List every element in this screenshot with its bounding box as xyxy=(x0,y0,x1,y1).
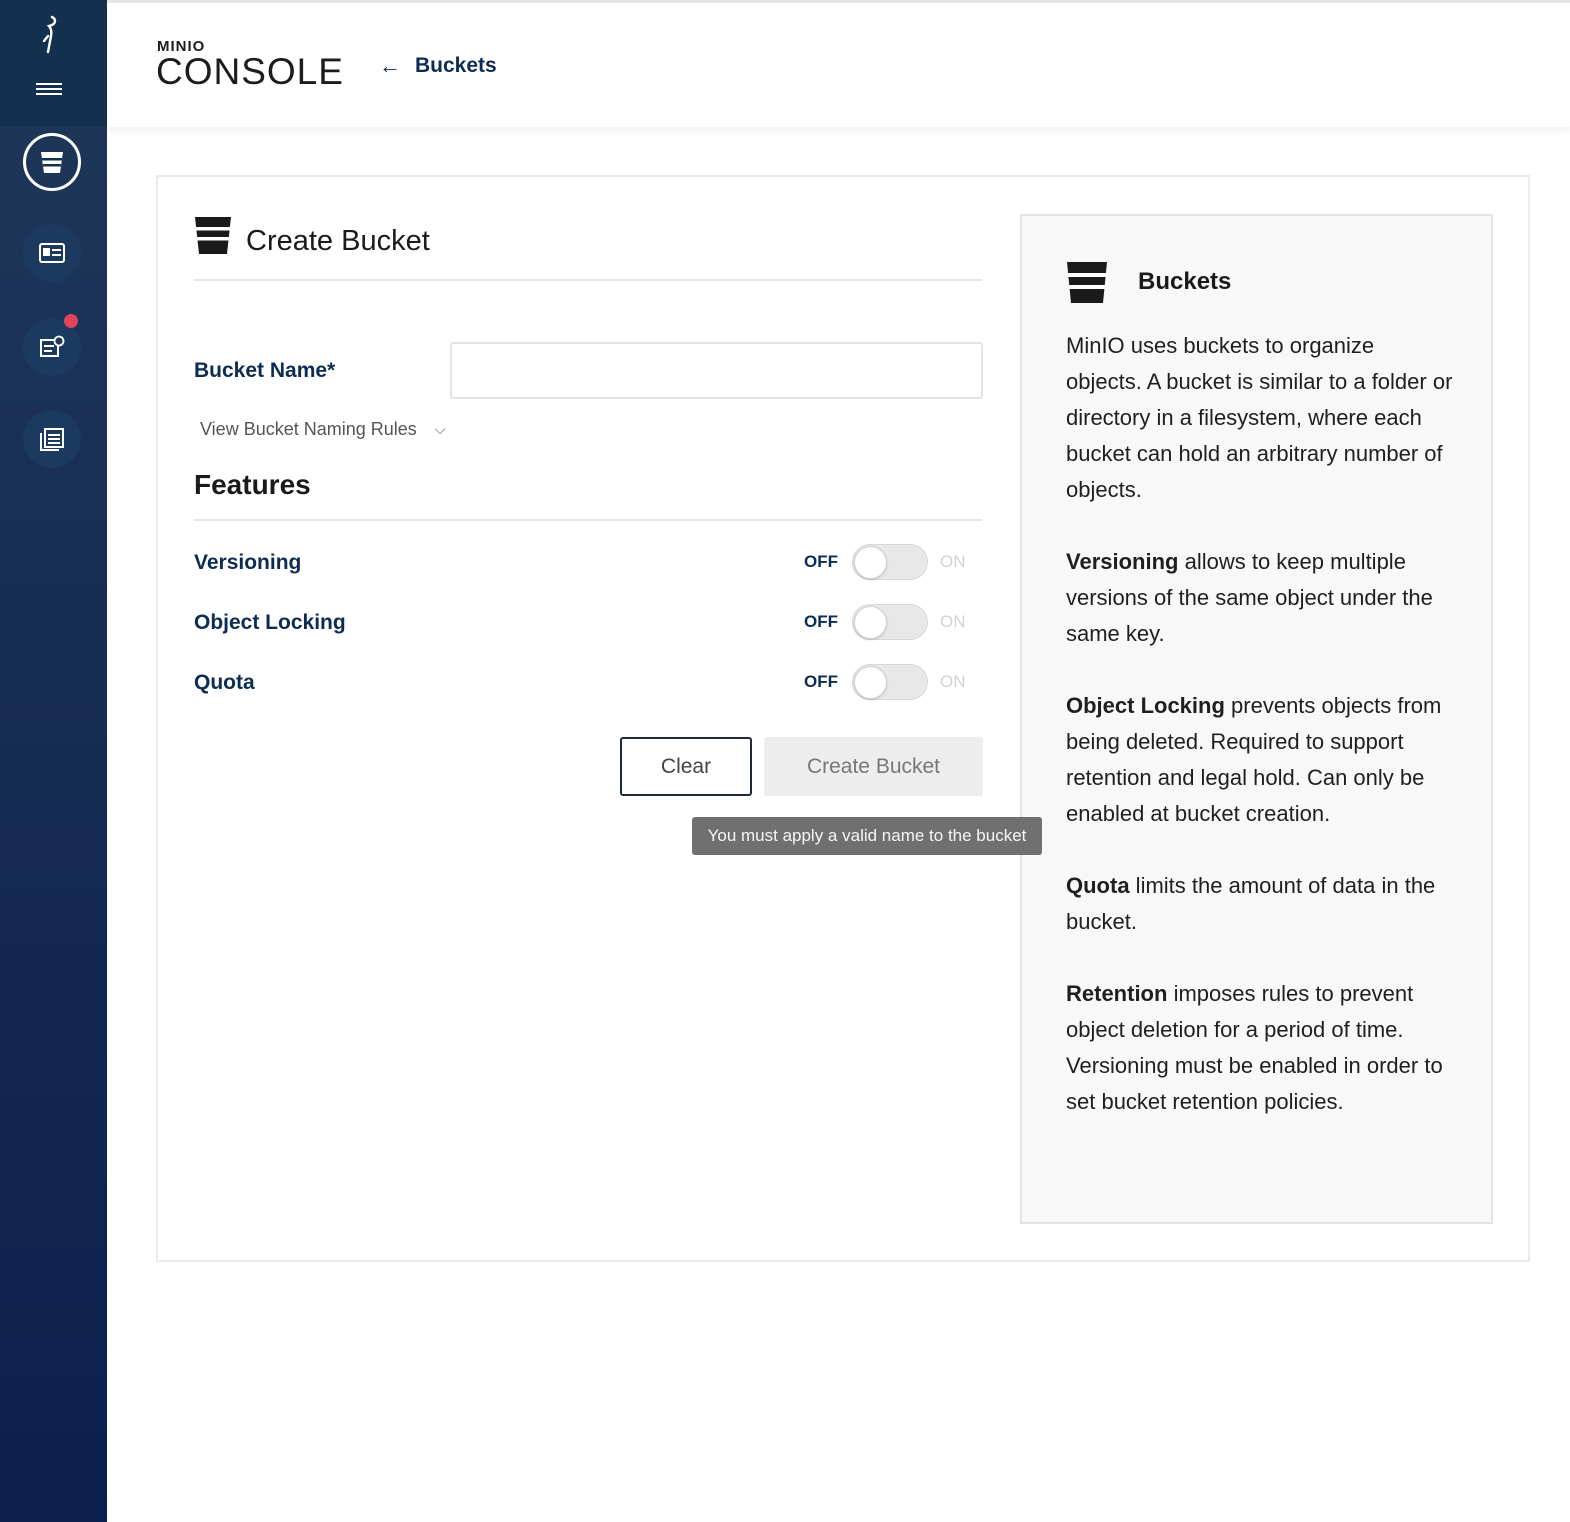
bucket-icon xyxy=(1066,260,1108,304)
switch-knob xyxy=(854,546,887,579)
help-intro: MinIO uses buckets to organize objects. A bucket is similar to a folder or directory in a filesystem, where each bucket can hold an arbitrary number of objects. xyxy=(1066,333,1453,502)
help-header xyxy=(1066,260,1231,304)
create-bucket-button[interactable]: Create Bucket xyxy=(764,737,983,796)
bucket-name-label: Bucket Name* xyxy=(194,359,336,382)
quota-off-label: OFF xyxy=(804,672,838,691)
brand-logo-top: MINIO xyxy=(157,38,206,55)
help-term: Versioning xyxy=(1066,549,1179,574)
back-arrow-icon: ← xyxy=(379,53,401,78)
versioning-off-label: OFF xyxy=(804,552,838,571)
quota-switch[interactable] xyxy=(852,664,928,700)
help-text: allows to keep multiple versions of the same object under the same key. xyxy=(1066,549,1433,646)
page-title: Create Bucket xyxy=(246,225,430,257)
bucket-icon xyxy=(194,215,232,255)
quota-label: Quota xyxy=(194,671,255,694)
help-quota xyxy=(1066,868,1456,940)
help-title: Buckets xyxy=(1138,268,1232,295)
versioning-switch[interactable] xyxy=(852,544,928,580)
validation-tooltip: You must apply a valid name to the bucket xyxy=(692,817,1042,855)
quota-on-label: ON xyxy=(940,672,966,691)
switch-knob xyxy=(854,606,887,639)
brand-logo-main: CONSOLE xyxy=(156,51,344,92)
versioning-toggle-group xyxy=(804,544,966,580)
notification-dot xyxy=(64,314,78,328)
identity-card-icon xyxy=(39,242,65,264)
features-heading: Features xyxy=(194,465,982,521)
minio-logo-icon[interactable] xyxy=(34,14,68,54)
help-versioning xyxy=(1066,544,1456,652)
switch-knob xyxy=(854,666,887,699)
policy-icon xyxy=(39,335,65,359)
sidebar-item-buckets[interactable] xyxy=(23,133,81,191)
bucket-name-input[interactable] xyxy=(450,342,983,399)
view-naming-rules-toggle[interactable] xyxy=(200,419,445,440)
logs-icon xyxy=(39,427,65,451)
hamburger-menu-icon[interactable] xyxy=(36,80,62,100)
versioning-label: Versioning xyxy=(194,551,302,574)
help-term: Object Locking xyxy=(1066,693,1225,718)
chevron-down-icon: ⌵ xyxy=(434,421,446,437)
bucket-icon xyxy=(39,149,65,175)
versioning-on-label: ON xyxy=(940,552,966,571)
naming-rules-label: View Bucket Naming Rules xyxy=(200,419,417,439)
form-title-row xyxy=(194,215,982,281)
quota-toggle-group xyxy=(804,664,966,700)
object-locking-off-label: OFF xyxy=(804,612,838,631)
help-text: imposes rules to prevent object deletion for a period of time. Versioning must be enabled in order to set bucket retention policies. xyxy=(1066,981,1443,1114)
top-header xyxy=(107,0,1570,127)
object-locking-switch[interactable] xyxy=(852,604,928,640)
object-locking-toggle-group xyxy=(804,604,966,640)
help-text: limits the amount of data in the bucket. xyxy=(1066,873,1436,934)
sidebar-item-identity[interactable] xyxy=(23,224,81,282)
sidebar xyxy=(0,0,107,1522)
help-term: Quota xyxy=(1066,873,1130,898)
back-link-label: Buckets xyxy=(415,54,497,77)
help-body xyxy=(1066,328,1456,1156)
clear-button[interactable]: Clear xyxy=(620,737,752,796)
help-term: Retention xyxy=(1066,981,1168,1006)
object-locking-label: Object Locking xyxy=(194,611,346,634)
sidebar-item-logs[interactable] xyxy=(23,410,81,468)
help-retention xyxy=(1066,976,1456,1120)
help-panel xyxy=(1020,214,1493,1224)
back-to-buckets-link[interactable] xyxy=(379,53,497,79)
help-object-locking xyxy=(1066,688,1456,832)
object-locking-on-label: ON xyxy=(940,612,966,631)
help-text: prevents objects from being deleted. Required to support retention and legal hold. Can only be enabled at bucket creation. xyxy=(1066,693,1442,826)
create-bucket-card xyxy=(156,175,1530,1262)
